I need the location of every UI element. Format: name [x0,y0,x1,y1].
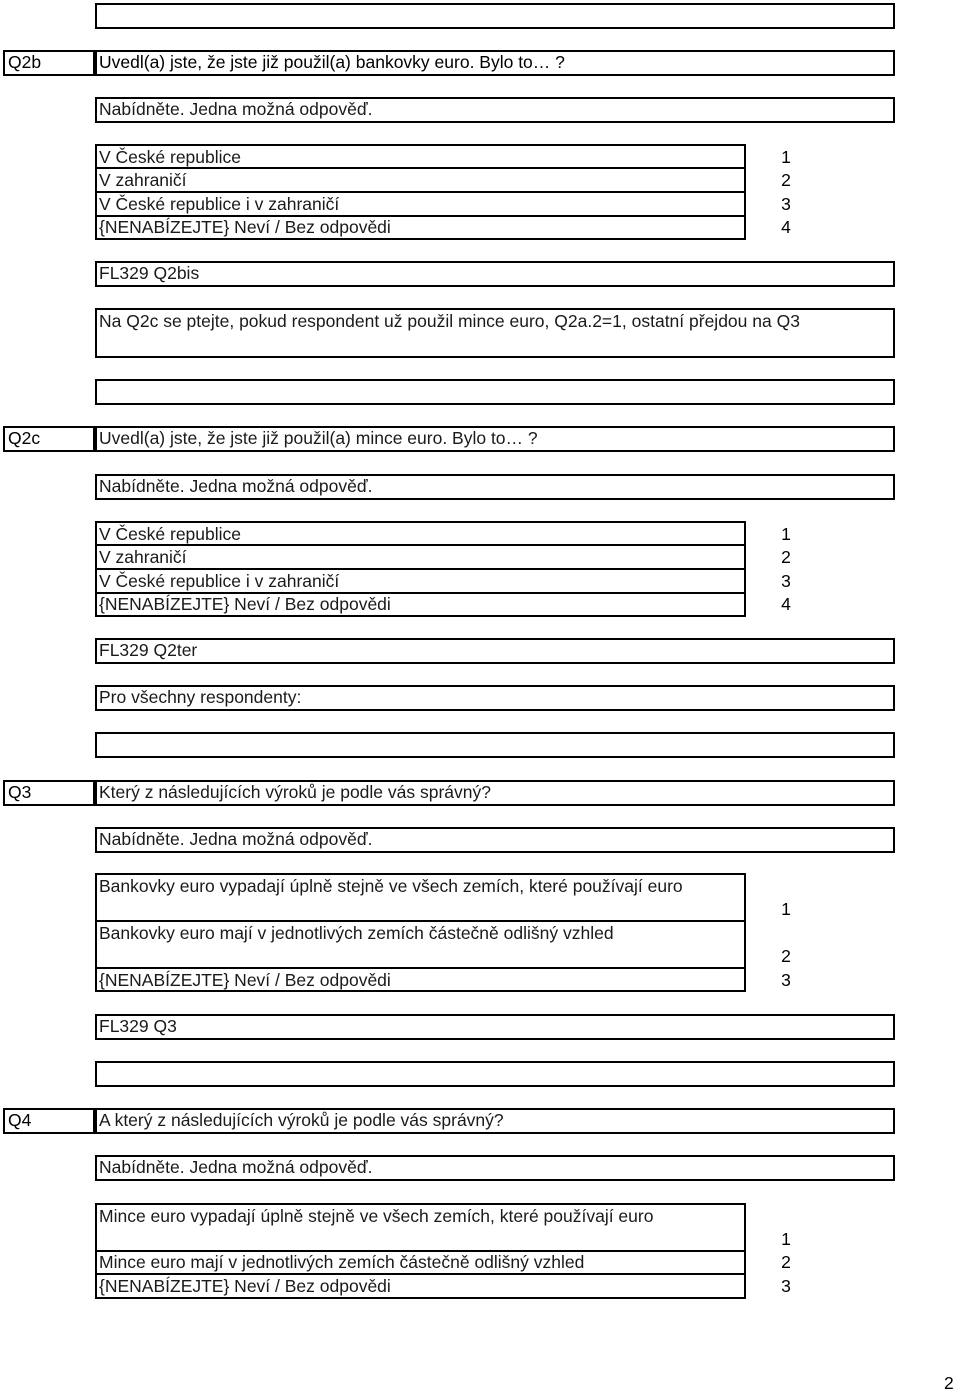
q4-code: Q4 [8,1110,32,1130]
q2b-filter: FL329 Q2bis [99,263,200,283]
blank-box-top [95,3,895,29]
q2c-option-label: V zahraničí [99,547,187,567]
q2b-filter-cell [95,261,895,287]
q2b-option-value: 1 [781,147,791,167]
q3-filter-cell [95,1014,895,1040]
q4-option-label: Mince euro mají v jednotlivých zemích částečně odlišný vzhled [99,1252,585,1272]
q2c-routing: Pro všechny respondenty: [99,687,302,707]
q2b-option-label: {NENABÍZEJTE} Neví / Bez odpovědi [99,217,391,237]
q3-option-value: 3 [781,970,791,990]
q3-option-value: 1 [781,899,791,919]
q3-question: Který z následujících výroků je podle vás správný? [99,782,491,802]
q4-option-value: 3 [781,1276,791,1296]
q2b-option-label: V České republice i v zahraničí [99,194,340,214]
q2c-option-value: 3 [781,571,791,591]
blank-box [95,1061,895,1087]
q2b-option-value: 2 [781,170,791,190]
q2b-option-label: V České republice [99,147,242,167]
q2c-filter: FL329 Q2ter [99,640,198,660]
q4-option-value: 2 [781,1252,791,1272]
q3-instruction: Nabídněte. Jedna možná odpověď. [99,829,373,849]
q4-option-label: {NENABÍZEJTE} Neví / Bez odpovědi [99,1276,391,1296]
q2c-option-value: 4 [781,594,791,614]
q2c-option-value: 1 [781,524,791,544]
q2b-option-value: 3 [781,194,791,214]
blank-box [95,379,895,405]
q3-option-value: 2 [781,946,791,966]
q3-filter: FL329 Q3 [99,1016,177,1036]
q3-option-label: Bankovky euro vypadají úplně stejně ve všech zemích, které používají euro [99,876,683,896]
q4-question: A který z následujících výroků je podle vás správný? [99,1110,504,1130]
q2b-instruction: Nabídněte. Jedna možná odpověď. [99,99,373,119]
q3-option-label: {NENABÍZEJTE} Neví / Bez odpovědi [99,970,391,990]
q2c-option-label: V České republice [99,524,242,544]
q3-code: Q3 [8,782,32,802]
q2b-code: Q2b [8,52,42,72]
q2c-question: Uvedl(a) jste, že jste již použil(a) mince euro. Bylo to… ? [99,428,538,448]
q2c-option-label: {NENABÍZEJTE} Neví / Bez odpovědi [99,594,391,614]
blank-box [95,732,895,758]
q2b-question: Uvedl(a) jste, že jste již použil(a) bankovky euro. Bylo to… ? [99,52,565,72]
q2c-option-label: V České republice i v zahraničí [99,571,340,591]
q2b-option-label: V zahraničí [99,170,187,190]
q4-option-label: Mince euro vypadají úplně stejně ve všech zemích, které používají euro [99,1206,654,1226]
q4-instruction: Nabídněte. Jedna možná odpověď. [99,1157,373,1177]
page-number: 2 [944,1373,954,1393]
q2c-filter-cell [95,638,895,664]
q4-option-value: 1 [781,1229,791,1249]
q2c-instruction: Nabídněte. Jedna možná odpověď. [99,476,373,496]
q2c-code: Q2c [8,428,41,448]
q2c-option-value: 2 [781,547,791,567]
q2b-option-value: 4 [781,217,791,237]
q3-option-label: Bankovky euro mají v jednotlivých zemích částečně odlišný vzhled [99,923,614,943]
q2b-routing: Na Q2c se ptejte, pokud respondent už použil mince euro, Q2a.2=1, ostatní přejdou na Q3 [99,311,800,331]
